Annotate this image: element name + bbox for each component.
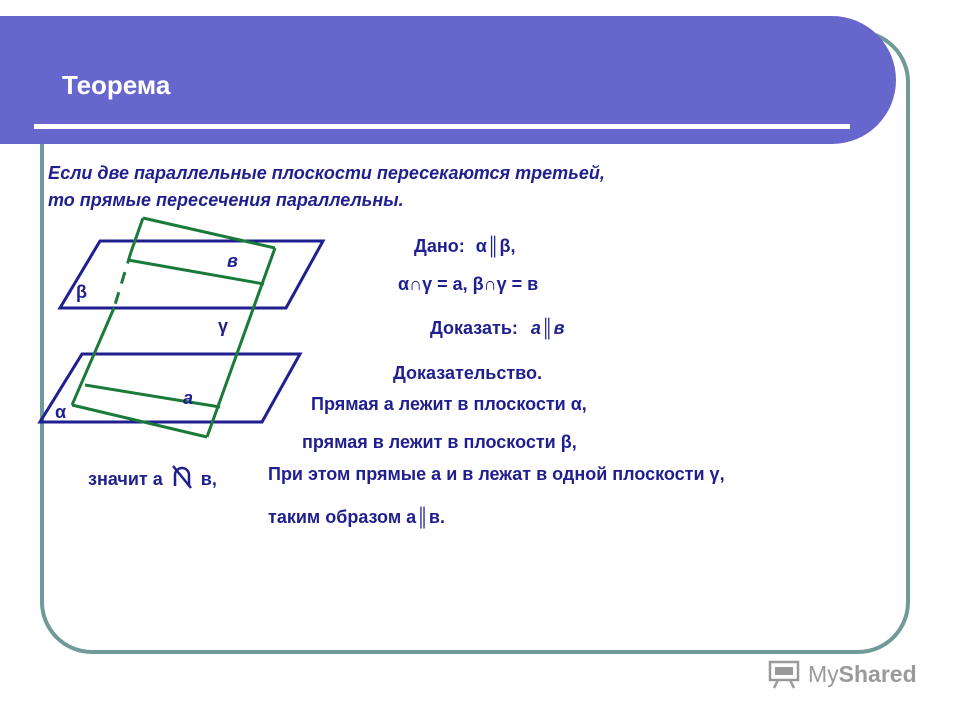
intersection-line-b — [128, 260, 264, 284]
plane-beta — [60, 241, 323, 308]
not-intersect-symbol — [170, 464, 194, 490]
prove-label: Доказать: — [430, 318, 518, 338]
given-line — [414, 236, 516, 257]
watermark-text-prefix: My — [808, 660, 839, 687]
given-intersections: α∩γ = а, β∩γ = в — [398, 274, 539, 294]
theorem-line-2: то прямые пересечения параллельны. — [48, 190, 404, 210]
prove-statement: а║в — [530, 318, 565, 338]
proof-line-3 — [88, 464, 217, 490]
intersection-line-a — [85, 385, 220, 407]
proof-line-2: прямая в лежит в плоскости β, — [302, 432, 577, 452]
myshared-watermark — [768, 658, 917, 690]
label-beta: β — [76, 282, 87, 302]
prove-line — [430, 318, 565, 339]
gamma-edge-top — [143, 218, 275, 248]
given-label: Дано: — [414, 236, 465, 256]
label-gamma: γ — [218, 316, 229, 336]
proof-heading: Доказательство. — [393, 363, 542, 383]
label-alpha: α — [55, 402, 67, 422]
proof-line-3-suffix: в, — [200, 469, 217, 489]
proof-line-1: Прямая а лежит в плоскости α, — [311, 394, 587, 414]
slide-title: Теорема — [62, 70, 171, 100]
label-line-b: в — [227, 251, 238, 271]
proof-line-3-prefix: значит а — [88, 469, 163, 489]
label-line-a: а — [183, 388, 194, 408]
theorem-line-1: Если две параллельные плоскости пересекаются третьей, — [48, 163, 605, 183]
watermark-text-suffix: Shared — [838, 660, 917, 687]
proof-line-4: При этом прямые а и в лежат в одной плоскости γ, — [268, 464, 725, 484]
watermark-text — [808, 661, 917, 688]
proof-line-5: таким образом а║в. — [268, 507, 445, 527]
given-planes: α║β, — [475, 236, 516, 256]
gamma-edge-left-upper — [131, 218, 143, 252]
gamma-edge-left-lower — [72, 308, 114, 405]
presentation-board-icon — [768, 659, 802, 689]
